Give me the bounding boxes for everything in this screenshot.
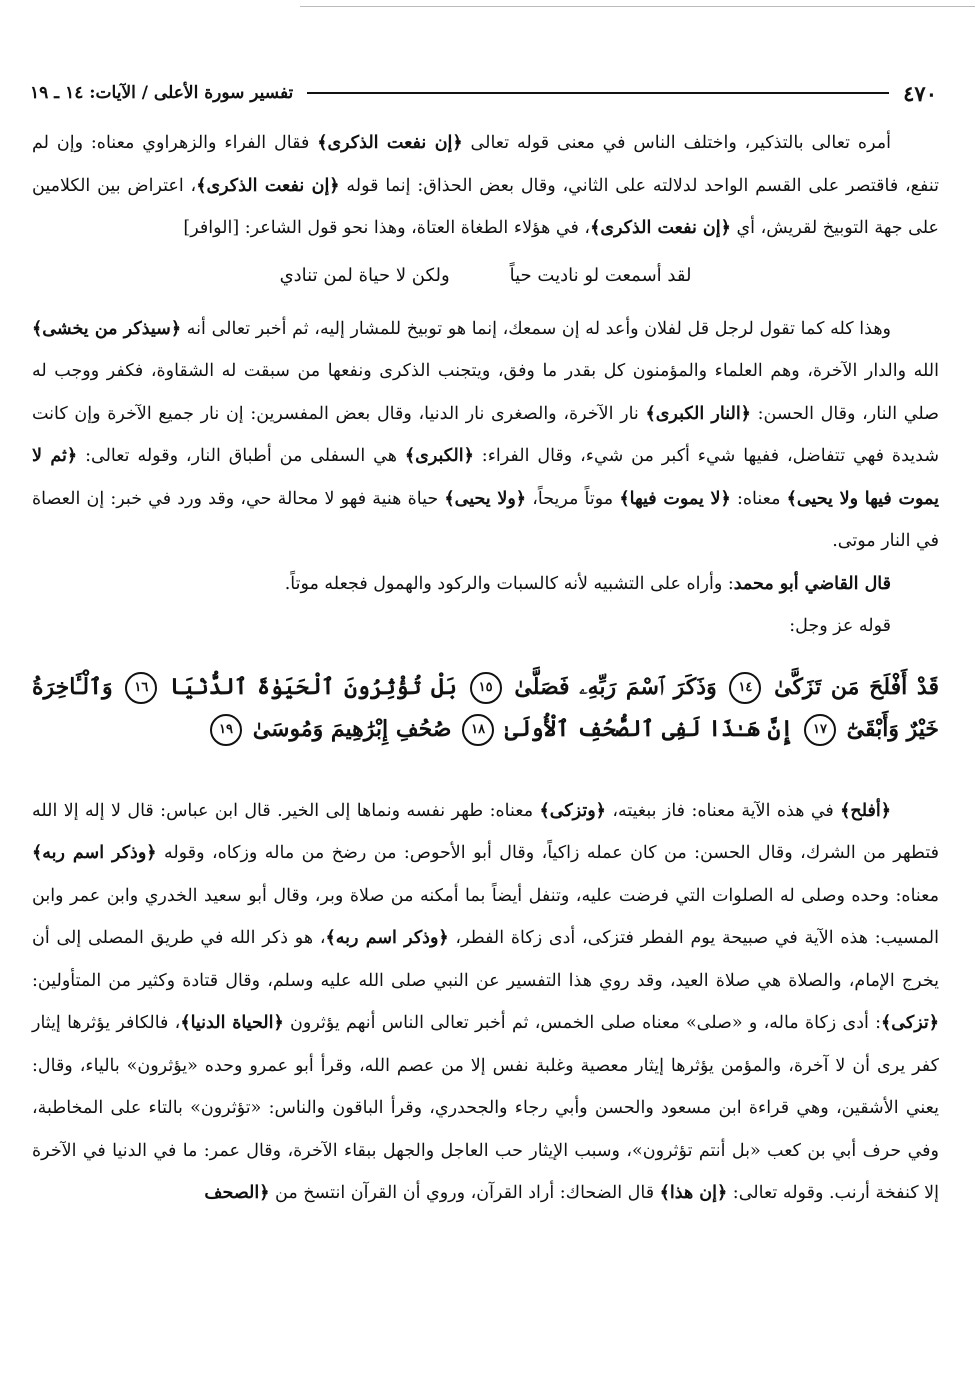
verse-hemistich-1: لقد أسمعت لو ناديت حياً xyxy=(509,264,692,286)
quran-verses-block xyxy=(32,666,939,750)
quran-quote: ﴿ثم لا يموت فيها ولا يحيى﴾ xyxy=(32,446,940,509)
text-run: هي السفلى من أطباق النار، وقوله تعالى: xyxy=(77,446,405,466)
ayah-text: وَٱلْـَٔاخِرَةُ خَيْرٌ وَأَبْقَىٰٓ xyxy=(32,673,939,742)
quran-quote: ﴿تزكى﴾ xyxy=(881,1013,939,1033)
ayah-number-marker: ١٧ xyxy=(804,714,836,746)
paragraph-1 xyxy=(32,122,939,250)
ayah-number-marker: ١٨ xyxy=(462,714,494,746)
ayah-number-marker: ١٩ xyxy=(210,714,242,746)
ayah-text: وَذَكَرَ ٱسْمَ رَبِّهِۦ فَصَلَّىٰ xyxy=(514,673,717,700)
header-rule xyxy=(307,92,889,94)
quran-quote: ﴿وذكر اسم ربه﴾ xyxy=(325,928,449,948)
quran-quote: ﴿إن نفعت الذكرى﴾ xyxy=(317,133,463,153)
quran-quote: ﴿النار الكبرى﴾ xyxy=(645,403,751,424)
ayah-text: قَدْ أَفْلَحَ مَن تَزَكَّىٰ xyxy=(774,673,939,700)
ayah-text: بَلْ تُؤْثِرُونَ ٱلْحَيَوٰةَ ٱلدُّنْيَا xyxy=(170,673,457,700)
ayah-text: صُحُفِ إِبْرَٰهِيمَ وَمُوسَىٰ xyxy=(252,715,452,742)
text-run: قال الضحاك: أراد القرآن، وروي أن القرآن انتسخ من xyxy=(269,1183,660,1203)
text-run: أمره تعالى بالتذكير، واختلف الناس في معنى قوله تعالى xyxy=(462,133,891,153)
text-run: موتاً مريحاً، xyxy=(526,488,620,509)
running-title: تفسير سورة الأعلى / الآيات: ١٤ ـ ١٩ xyxy=(30,83,294,103)
quran-quote: ﴿لا يموت فيها﴾ xyxy=(619,488,731,509)
text-run: ، في هؤلاء الطغاة العتاة، وهذا نحو قول الشاعر: [الوافر] xyxy=(183,218,591,238)
paragraph-5 xyxy=(32,790,939,1215)
paragraph-3 xyxy=(32,563,939,606)
ayah-number-marker: ١٥ xyxy=(470,672,502,704)
poetry-verse xyxy=(32,254,939,298)
quran-quote: ﴿الصحف xyxy=(204,1183,270,1203)
quran-quote: ﴿إن هذا﴾ xyxy=(659,1183,728,1203)
paragraph-2 xyxy=(32,308,939,563)
main-text xyxy=(32,122,939,1215)
quran-quote: ﴿الكبرى﴾ xyxy=(404,446,474,466)
verse-hemistich-2: ولكن لا حياة لمن تنادي xyxy=(279,264,450,286)
ayah-text: إِنَّ هَـٰذَا لَفِى ٱلصُّحُفِ ٱلْأُولَىٰ xyxy=(504,715,794,742)
text-run: : أدى زكاة ماله، و «صلى» معناه صلى الخمس، ثم أخبر تعالى الناس أنهم يؤثرون xyxy=(283,1013,882,1033)
text-run: في هذه الآية معناه: فاز ببغيته، xyxy=(605,800,841,821)
quran-quote: ﴿الحياة الدنيا﴾ xyxy=(180,1013,284,1033)
text-run: معناه: xyxy=(730,488,787,509)
quran-quote: ﴿ولا يحيى﴾ xyxy=(444,488,527,509)
page-number: ٤٧٠ xyxy=(903,80,937,106)
text-run: وهذا كله كما تقول لرجل قل لفلان وأعد له إن سمعك، إنما هو توبيخ للمشار إليه، ثم أخبر تعالى أنه xyxy=(181,318,892,339)
quran-quote: ﴿إن نفعت الذكرى﴾ xyxy=(590,218,731,238)
top-edge-rule xyxy=(300,6,975,7)
ayah-number-marker: ١٦ xyxy=(125,672,157,704)
text-run: ، اعتراض بين الكلامين على جهة التوبيخ لقريش، أي xyxy=(32,175,939,238)
quran-quote: ﴿وتزكى﴾ xyxy=(539,800,606,821)
text-run: معناه: وحده وصلى له الصلوات التي فرضت عليه، وتنفل أيضاً بما أمكنه من صلاة وبر، وقال أبو سعيد الخدري وابن عمر وابن المسيب: هذه الآية في صبيحة يوم الفطر فتزكى، أدى زكاة الفطر، xyxy=(32,885,939,948)
text-run: ، هو ذكر الله في طريق المصلى إلى أن يخرج الإمام، والصلاة هي صلاة العيد، وقد روي هذا التفسير عن النبي صلى الله عليه وسلم، وقال قتادة وكثير من المتأولين: xyxy=(32,928,939,991)
text-run: حياة هنية فهو لا محالة حي، وقد ورد في خبر: إن العصاة في النار موتى. xyxy=(32,488,939,551)
quran-quote: ﴿أفلح﴾ xyxy=(840,800,891,821)
quran-quote: ﴿وذكر اسم ربه﴾ xyxy=(32,843,157,863)
page-header xyxy=(30,78,937,108)
text-run: فقال الفراء والزهراوي معناه: وإن لم تنفع، فاقتصر على القسم الواحد لدلالته على الثاني، وقال بعض الحذاق: إنما قوله xyxy=(32,133,939,196)
quran-quote: ﴿إن نفعت الذكرى﴾ xyxy=(196,175,340,196)
text-run: نار الآخرة، والصغرى نار الدنيا، وقال بعض المفسرين: إن نار جميع الآخرة وإن كانت شديدة فهي تتفاضل، ففيها شيء أكبر من شيء، وقال الفراء: xyxy=(32,403,939,466)
text-run: : وأراه على التشبيه لأنه كالسبات والركود والهمول فجعله موتاً. xyxy=(284,573,734,594)
text-run: الله والدار الآخرة، وهم العلماء والمؤمنون كل بقدر ما وفق، ويتجنب الذكرى ونفعها من سبقت له الشقاوة، فكفر ووجب له صلي النار، وقال الحسن: xyxy=(32,361,939,424)
text-run: معناه: طهر نفسه ونماها إلى الخير. قال ابن عباس: قال لا إله إلا الله فتطهر من الشرك، وقال الحسن: من كان عمله زاكياً، وقال أبو الأحوص: من رضخ من ماله وزكاه، وقوله xyxy=(32,800,939,863)
ayah-number-marker: ١٤ xyxy=(729,672,761,704)
author-name: قال القاضي أبو محمد xyxy=(733,573,891,594)
paragraph-4: قوله عز وجل: xyxy=(789,616,891,636)
text-run: ، فالكافر يؤثرها إيثار كفر يرى أن لا آخرة، والمؤمن يؤثرها إيثار معصية وغلبة نفس إلا من عصم الله، وقرأ أبو عمرو وحده «يؤثرون» بالياء، وقال: يعني الأشقين، وهي قراءة ابن مسعود والحسن وأبي رجاء والجحدري، وقرأ الباقون والناس: «تؤثرون» بالتاء على المخاطبة، وفي حرف أبي بن كعب «بل أنتم تؤثرون»، وسبب الإيثار حب العاجل والجهل ببقاء الآخرة، وقال عمر: ما في الدنيا في الآخرة إلا كنفخة أرنب. وقوله تعالى: xyxy=(32,1013,939,1203)
quran-quote: ﴿سيذكر من يخشى﴾ xyxy=(32,318,182,339)
